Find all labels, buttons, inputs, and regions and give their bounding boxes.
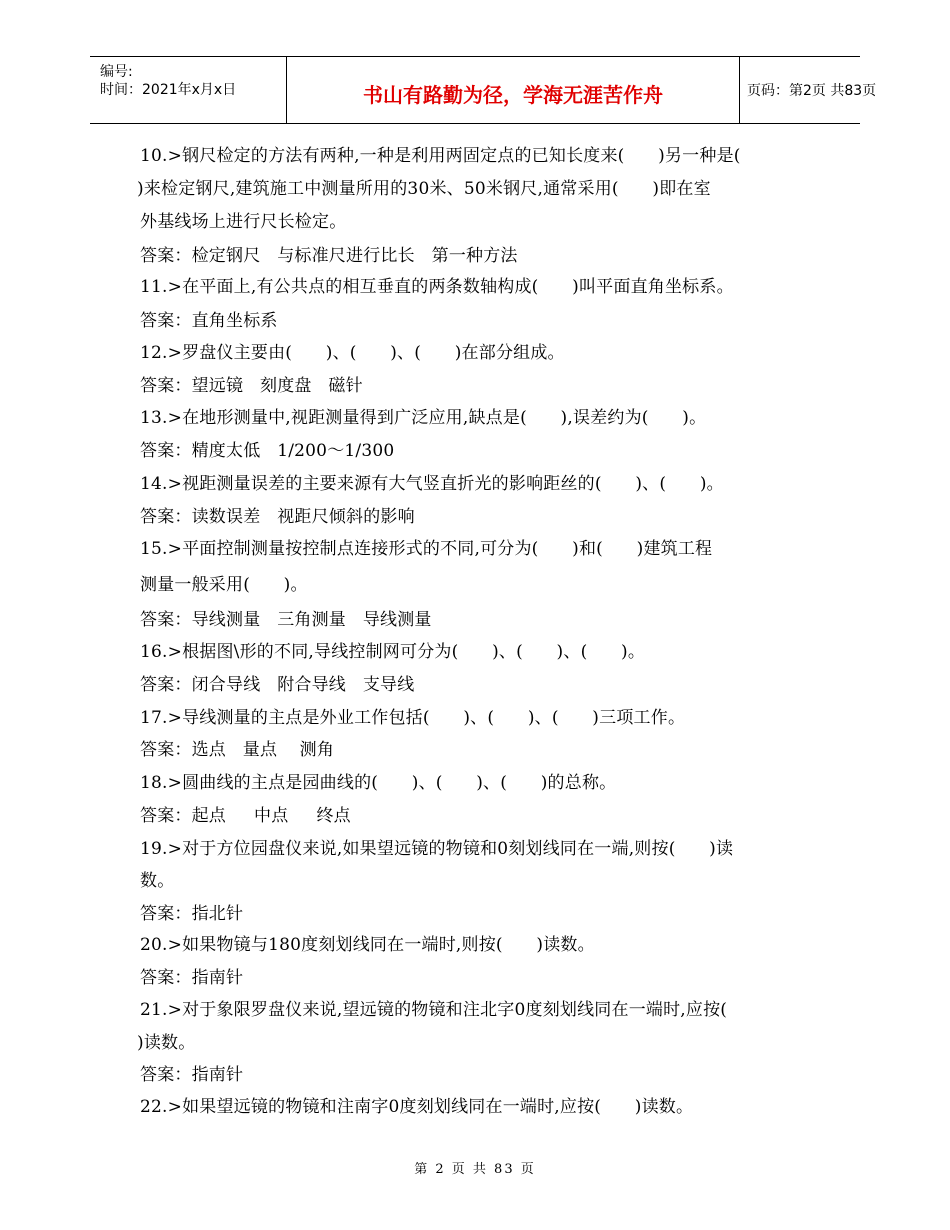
motto-text: 书山有路勤为径，学海无涯苦作舟 bbox=[363, 83, 663, 107]
question-line: 21.>对于象限罗盘仪来说,望远镜的物镜和注北字0度刻划线同在一端时,应按( bbox=[140, 1000, 728, 1020]
question-line: )读数。 bbox=[137, 1033, 196, 1053]
answer-line: 答案：选点 量点 测角 bbox=[140, 740, 335, 760]
answer-line: 答案：起点 中点 终点 bbox=[140, 806, 351, 826]
question-line: 测量一般采用( )。 bbox=[140, 575, 308, 595]
question-line: 17.>导线测量的主点是外业工作包括( )、( )、( )三项工作。 bbox=[140, 708, 686, 728]
answer-line: 答案：指北针 bbox=[140, 904, 244, 924]
answer-line: 答案：指南针 bbox=[140, 1065, 244, 1085]
question-line: 20.>如果物镜与180度刻划线同在一端时,则按( )读数。 bbox=[140, 935, 595, 955]
question-line: 16.>根据图\形的不同,导线控制网可分为( )、( )、( )。 bbox=[140, 642, 646, 662]
question-line: 10.>钢尺检定的方法有两种,一种是利用两固定点的已知长度来( )另一种是( bbox=[140, 146, 741, 166]
question-line: 18.>圆曲线的主点是园曲线的( )、( )、( )的总称。 bbox=[140, 773, 617, 793]
question-line: 外基线场上进行尺长检定。 bbox=[140, 212, 347, 232]
answer-line: 答案：指南针 bbox=[140, 968, 244, 988]
question-line: 14.>视距测量误差的主要来源有大气竖直折光的影响距丝的( )、( )。 bbox=[140, 474, 724, 494]
answer-line: 答案：读数误差 视距尺倾斜的影响 bbox=[140, 507, 415, 527]
question-line: 12.>罗盘仪主要由( )、( )、( )在部分组成。 bbox=[140, 343, 565, 363]
answer-line: 答案：直角坐标系 bbox=[140, 311, 278, 331]
time-label: 时间：2021年x月x日 bbox=[100, 82, 237, 98]
question-line: 11.>在平面上,有公共点的相互垂直的两条数轴构成( )叫平面直角坐标系。 bbox=[140, 277, 734, 297]
question-line: )来检定钢尺,建筑施工中测量所用的30米、50米钢尺,通常采用( )即在室 bbox=[137, 179, 711, 199]
answer-line: 答案：闭合导线 附合导线 支导线 bbox=[140, 675, 415, 695]
answer-line: 答案：检定钢尺 与标准尺进行比长 第一种方法 bbox=[140, 246, 518, 266]
question-line: 13.>在地形测量中,视距测量得到广泛应用,缺点是( ),误差约为( )。 bbox=[140, 408, 707, 428]
answer-line: 答案：导线测量 三角测量 导线测量 bbox=[140, 610, 432, 630]
question-line: 22.>如果望远镜的物镜和注南字0度刻划线同在一端时,应按( )读数。 bbox=[140, 1097, 694, 1117]
page-number-label: 页码：第2页 共83页 bbox=[747, 83, 877, 99]
page-footer: 第 2 页 共 83 页 bbox=[414, 1162, 536, 1177]
question-line: 15.>平面控制测量按控制点连接形式的不同,可分为( )和( )建筑工程 bbox=[140, 539, 713, 559]
question-line: 数。 bbox=[140, 871, 175, 891]
answer-line: 答案：望远镜 刻度盘 磁针 bbox=[140, 376, 363, 396]
question-line: 19.>对于方位园盘仪来说,如果望远镜的物镜和0刻划线同在一端,则按( )读 bbox=[140, 839, 734, 859]
answer-line: 答案：精度太低 1/200～1/300 bbox=[140, 441, 395, 461]
number-label: 编号: bbox=[100, 64, 133, 80]
